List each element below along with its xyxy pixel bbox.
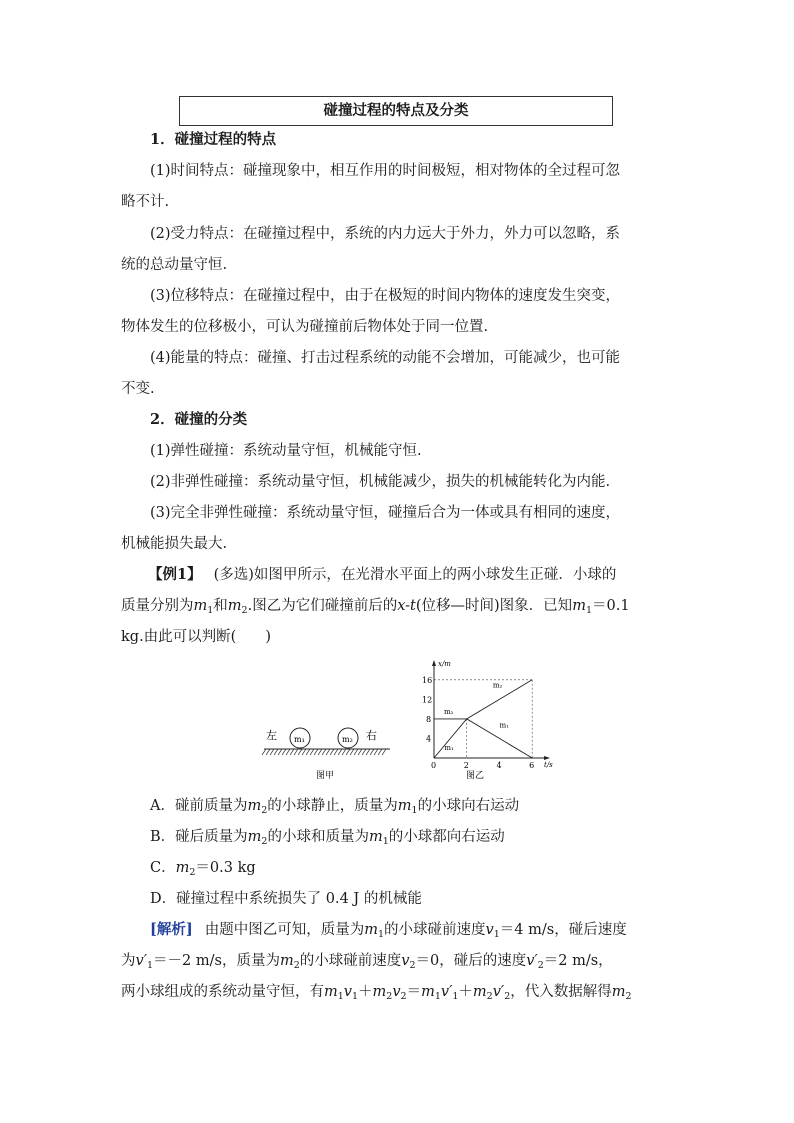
hatch-stroke (274, 749, 278, 755)
hatch-stroke (362, 749, 366, 755)
hatch-stroke (262, 749, 266, 755)
hatch-stroke (358, 749, 362, 755)
hatch-stroke (286, 749, 290, 755)
series-label-0: m₁ (444, 744, 454, 753)
hatch-stroke (330, 749, 334, 755)
y-axis-arrow (432, 660, 436, 666)
para-2-line-2: 统的总动量守恒. (121, 257, 228, 273)
hatch-stroke (322, 749, 326, 755)
x-tick-label: 2 (463, 761, 469, 770)
y-axis-label: x/m (438, 660, 451, 668)
caption-a: 图甲 (316, 771, 335, 781)
hatch-stroke (306, 749, 310, 755)
series-label-1: m₂ (444, 708, 454, 716)
hatch-stroke (290, 749, 294, 755)
x-tick-label: 0 (431, 761, 437, 770)
hatch-stroke (318, 749, 322, 755)
hatch-stroke (278, 749, 282, 755)
series-label-3: m₁ (499, 721, 509, 730)
option-d: D．碰撞过程中系统损失了 0.4 J 的机械能 (150, 891, 422, 907)
figure-a (262, 728, 390, 781)
caption-b: 图乙 (466, 771, 485, 781)
analysis-line-3: 两小球组成的系统动量守恒，有$m_1v_1+m_2v_2=m_1v'_1+m_2v'_2$，代入数据解得$m_2$ (121, 984, 632, 1002)
hatch-stroke (346, 749, 350, 755)
y-tick-label: 8 (426, 714, 432, 724)
option-c: C．$m_2=0.3$ kg (150, 860, 256, 878)
ball-m2-label: m₂ (342, 735, 353, 744)
hatch-stroke (366, 749, 370, 755)
para-2-line-1: (2)受力特点：在碰撞过程中，系统的内力远大于外力，外力可以忽略，系 (150, 226, 621, 242)
class-3-line-1: (3)完全非弹性碰撞：系统动量守恒，碰撞后合为一体或具有相同的速度， (150, 505, 621, 521)
analysis-tag: [解析] (150, 921, 193, 938)
heading-2: 2．碰撞的分类 (150, 411, 248, 428)
example-figure (258, 660, 553, 785)
analysis-line-1: [解析] 由题中图乙可知，质量为$m_1$的小球碰前速度$v_1=4$ m/s，碰后速度 (150, 921, 627, 940)
example-tag: 【例1】 (148, 566, 202, 583)
hatch-stroke (370, 749, 374, 755)
hatch-stroke (270, 749, 274, 755)
hatch-stroke (354, 749, 358, 755)
hatch-stroke (342, 749, 346, 755)
para-1-line-1: (1)时间特点：碰撞现象中，相互作用的时间极短，相对物体的全过程可忽 (150, 163, 621, 179)
hatch-stroke (302, 749, 306, 755)
y-tick-label: 12 (422, 695, 433, 705)
class-1: (1)弹性碰撞：系统动量守恒，机械能守恒. (150, 443, 422, 459)
hatch-stroke (374, 749, 378, 755)
ground-hatch (262, 749, 386, 755)
para-3-line-2: 物体发生的位移极小，可认为碰撞前后物体处于同一位置. (121, 319, 489, 335)
y-tick-label: 16 (422, 675, 433, 685)
heading-1: 1．碰撞过程的特点 (150, 131, 277, 148)
x-tick-label: 4 (496, 761, 502, 770)
x-axis-label: t/s (544, 761, 553, 769)
class-2: (2)非弹性碰撞：系统动量守恒，机械能减少，损失的机械能转化为内能. (150, 474, 611, 490)
option-b: B．碰后质量为$m_2$的小球和质量为$m_1$的小球都向右运动 (150, 829, 505, 847)
para-4-line-1: (4)能量的特点：碰撞、打击过程系统的动能不会增加，可能减少，也可能 (150, 350, 621, 366)
example-line-1: 【例1】 (多选)如图甲所示，在光滑水平面上的两小球发生正碰．小球的 (148, 566, 617, 583)
hatch-stroke (310, 749, 314, 755)
hatch-stroke (326, 749, 330, 755)
x-axis-arrow (544, 756, 550, 760)
hatch-stroke (294, 749, 298, 755)
hatch-stroke (334, 749, 338, 755)
x-tick-label: 6 (529, 761, 535, 770)
hatch-stroke (378, 749, 382, 755)
hatch-stroke (282, 749, 286, 755)
hatch-stroke (298, 749, 302, 755)
hatch-stroke (338, 749, 342, 755)
option-a: A．碰前质量为$m_2$的小球静止，质量为$m_1$的小球向右运动 (150, 798, 520, 816)
series-label-2: m₂ (492, 681, 503, 690)
section-title: 碰撞过程的特点及分类 (179, 96, 613, 126)
class-3-line-2: 机械能损失最大. (121, 536, 228, 552)
analysis-line-2: 为$v'_1=-2$ m/s，质量为$m_2$的小球碰前速度$v_2=0$，碰后的速度$v'_2=2$ m/s， (121, 953, 613, 971)
para-3-line-1: (3)位移特点：在碰撞过程中，由于在极短的时间内物体的速度发生突变， (150, 288, 621, 304)
hatch-stroke (314, 749, 318, 755)
label-left: 左 (266, 729, 277, 742)
xt-chart (422, 660, 553, 781)
hatch-stroke (266, 749, 270, 755)
label-right: 右 (366, 729, 377, 742)
example-line-2: 质量分别为$m_1$和$m_2$.图乙为它们碰撞前后的x-t(位移—时间)图象．已知$m_1=0.1$ (121, 598, 630, 616)
ball-m1-label: m₁ (294, 735, 305, 744)
para-4-line-2: 不变. (121, 381, 155, 397)
y-tick-label: 4 (426, 734, 432, 744)
example-line-3: kg.由此可以判断( ) (121, 629, 271, 645)
para-1-line-2: 略不计. (121, 194, 170, 210)
hatch-stroke (382, 749, 386, 755)
hatch-stroke (350, 749, 354, 755)
